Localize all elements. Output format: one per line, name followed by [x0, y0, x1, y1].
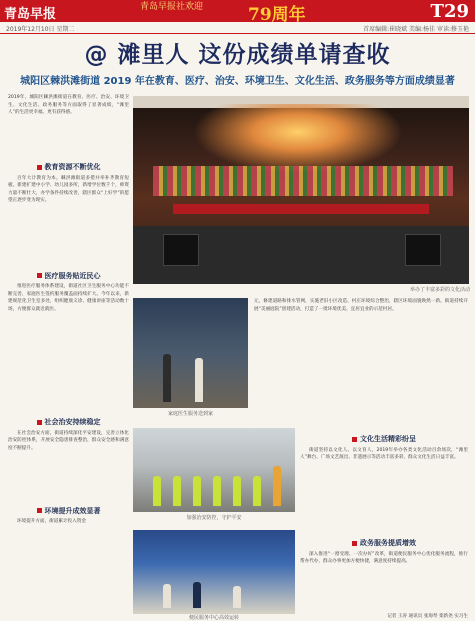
- section-body-culture: 街道坚持以文化人、以文育人，2019年举办各类文化活动百余场次，“滩里人”舞台、广场文艺演出、非遗展示等活动丰富多彩，群众文化生活日益丰富。: [300, 447, 468, 461]
- page-number: T29: [430, 1, 469, 22]
- masthead: [0, 0, 475, 25]
- government-column: [300, 534, 468, 620]
- stage-banner: [173, 204, 429, 214]
- person-figure: [193, 582, 201, 608]
- intro-paragraph: 2019年，城阳区棘洪滩街道在教育、医疗、治安、环境卫生、文化生活、政务服务等方面取得了显著成绩，“滩里人”的生活更幸福、更有获得感。: [8, 95, 129, 116]
- person-figure: [233, 476, 241, 506]
- section-body-education: 百年大计教育为本。棘洪滩街道多措并举补齐教育短板。新建扩建中小学、幼儿园多所，新增学位数千个，师资力量不断壮大，办学条件持续改善，辖区群众“上好学”的愿望正逐步变为现实。: [8, 175, 129, 204]
- section-body-government: 深入推进“一窗受理、一次办好”改革，街道便民服务中心优化服务流程，推行帮办代办，群众办事更加方便快捷，满意度持续提高。: [300, 551, 468, 565]
- speaker-left: [163, 234, 199, 266]
- left-column: [8, 94, 129, 528]
- page-headline: @ 滩里人 这份成绩单请查收: [84, 42, 391, 68]
- section-title-environment: 环境提升成效显著: [8, 508, 129, 516]
- vehicle: [273, 466, 281, 506]
- person-figure: [153, 476, 161, 506]
- photo-caption-stage: 举办了丰富多彩的文化活动: [409, 287, 470, 293]
- doctor-visit-photo: [133, 298, 248, 408]
- anniversary-badge: 79周年: [248, 5, 306, 25]
- section-title-government: 政务服务提质增效: [300, 540, 468, 548]
- author-byline: 记者 王涛 通讯员 张海琴 栾新尧 实习生: [387, 613, 468, 619]
- person-figure: [193, 476, 201, 506]
- section-body-medical: 推进医疗服务体系建设，街道社区卫生服务中心功能不断完善，家庭医生签约服务覆盖面持续扩大。今年以来，新建规范化卫生室多处，组织健康义诊、健康讲座等活动数十场，方便群众就近就医。: [8, 284, 129, 312]
- photo-caption-service: 便民服务中心高效运转: [188, 615, 239, 621]
- section-title-security: 社会治安持续稳定: [8, 419, 129, 427]
- person-figure: [213, 476, 221, 506]
- service-hall-photo: [133, 530, 295, 614]
- person-figure: [195, 358, 203, 402]
- page-subhead: 城阳区棘洪滩街道 2019 年在教育、医疗、治安、环境卫生、文化生活、政务服务等方面成绩显著: [20, 76, 455, 87]
- newspaper-logo: 青岛早报: [4, 7, 57, 22]
- section-title-education: 教育资源不断优化: [8, 164, 129, 172]
- person-figure: [253, 476, 261, 506]
- person-figure: [163, 354, 171, 402]
- issue-date: 2019年12月10日 星期二: [6, 26, 75, 33]
- person-figure: [163, 584, 171, 608]
- section-body-security: 在社会治安方面，街道持续深化平安建设，完善立体化治安防控体系，开展安全隐患排查整治，群众安全感和满意度不断提升。: [8, 430, 129, 451]
- security-patrol-photo: [133, 428, 295, 512]
- continued-environment-text: 元，修建道路和排水管网，实施老旧小区改造、村庄环境综合整治，辖区环境面貌焕然一新。街道持续开展“美丽庭院”创建活动，打造了一批环境优美、宜居宜业的示范村居。: [254, 299, 468, 312]
- stage-performance-photo: [133, 96, 469, 284]
- flower-decoration: [153, 166, 453, 196]
- culture-column: [300, 430, 468, 527]
- stage-lights: [193, 104, 403, 174]
- dateline: [0, 22, 475, 34]
- person-figure: [233, 586, 241, 608]
- section-title-culture: 文化生活精彩纷呈: [300, 436, 468, 444]
- photo-caption-security: 加强治安防控，守护平安: [186, 515, 242, 521]
- editor-credits: 首席编辑:崔晓斌 美编:杨佳 审读:修玉艳: [363, 26, 469, 33]
- section-body-environment: 环境提升方面，街道累计投入资金: [17, 519, 86, 525]
- person-figure: [173, 476, 181, 506]
- speaker-right: [405, 234, 441, 266]
- section-title-medical: 医疗服务贴近民心: [8, 273, 129, 281]
- photo-caption-doctor: 家庭医生服务送到家: [167, 411, 213, 417]
- anniversary-greeting: 青岛早报社欢迎: [140, 2, 204, 12]
